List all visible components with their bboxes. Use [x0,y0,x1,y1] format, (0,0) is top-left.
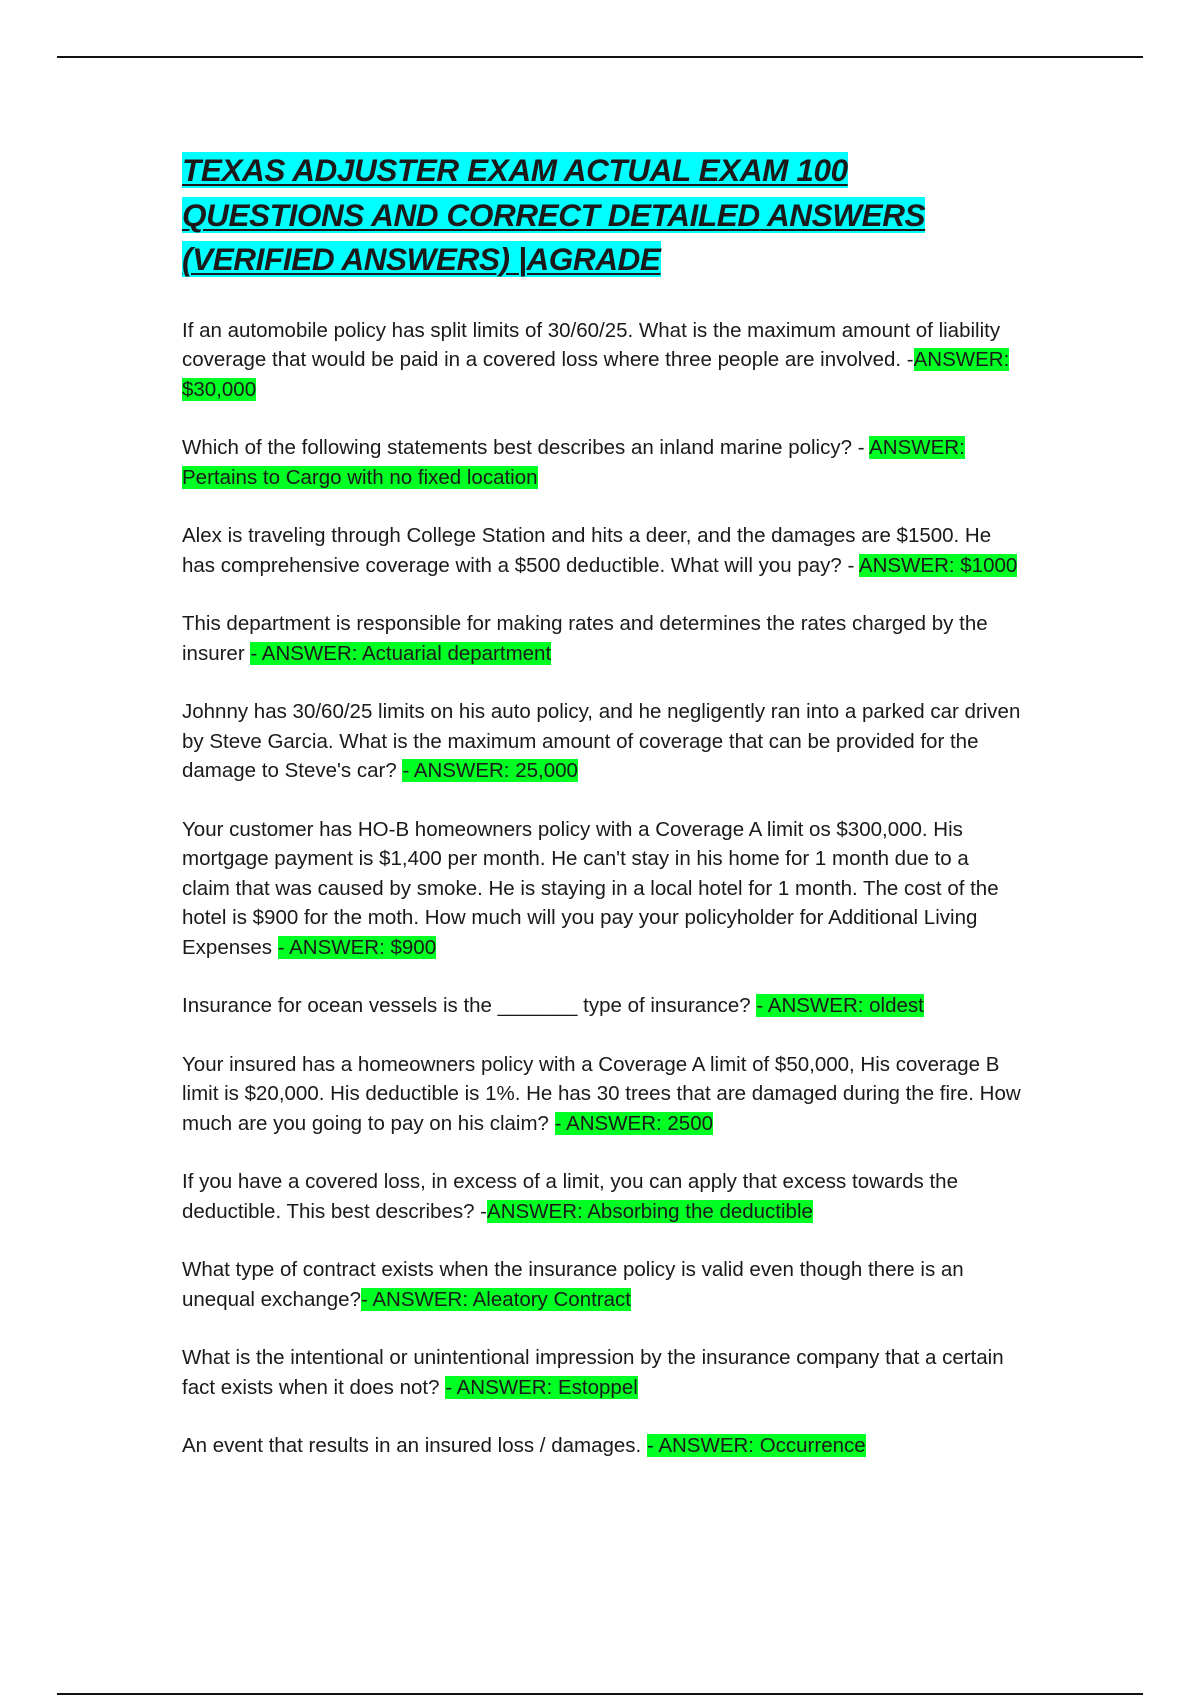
qa-item [182,815,1022,963]
answer-text: ANSWER: Absorbing the deductible [487,1199,813,1223]
qa-item [182,991,1022,1021]
qa-item [182,521,1022,580]
question-text: Alex is traveling through College Station and hits a deer, and the damages are $1500. He has comprehensive coverage with a $500 deductible. What will you pay? - [182,524,992,577]
answer-text: - ANSWER: Aleatory Contract [360,1287,631,1311]
answer-text: ANSWER: Pertains to Cargo with no fixed location [182,436,965,489]
answer-text: ANSWER: $30,000 [182,348,1010,401]
answer-text: - ANSWER: 25,000 [402,759,578,782]
question-text: This department is responsible for making rates and determines the rates charged by the insurer [182,612,988,665]
question-text: Your insured has a homeowners policy with a Coverage A limit of $50,000, His coverage B limit is $20,000. His deductible is 1%. He has 30 trees that are damaged during the fire. How much are you going to pay on his claim? [182,1052,1021,1135]
answer-text: - ANSWER: 2500 [554,1111,714,1135]
question-text: Johnny has 30/60/25 limits on his auto policy, and he negligently ran into a parked car driven by Steve Garcia. What is the maximum amount of coverage that can be provided for the damage to Steve's car? [182,700,1021,782]
qa-item [182,1050,1022,1139]
qa-item [182,1431,1022,1461]
question-text: An event that results in an insured loss / damages. [182,1434,642,1457]
answer-text: - ANSWER: oldest [756,994,924,1017]
qa-item [182,697,1022,786]
qa-item [182,1255,1022,1314]
answer-text: - ANSWER: Estoppel [445,1375,638,1399]
qa-item [182,433,1022,492]
qa-item [182,1167,1022,1226]
answer-text: - ANSWER: Occurrence [646,1434,866,1457]
question-text: If you have a covered loss, in excess of a limit, you can apply that excess towards the deductible. This best describes? - [182,1170,958,1223]
document-title: TEXAS ADJUSTER EXAM ACTUAL EXAM 100 QUESTIONS AND CORRECT DETAILED ANSWERS (VERIFIED ANSWERS) |AGRADE [182,152,926,277]
question-text: Which of the following statements best describes an inland marine policy? - [182,436,865,459]
answer-text: ANSWER: $1000 [858,553,1018,577]
footer-rule [57,1693,1143,1695]
document-body [182,148,1022,1490]
question-text: What type of contract exists when the insurance policy is valid even though there is an unequal exchange? [182,1258,964,1311]
qa-item [182,609,1022,668]
answer-text: - ANSWER: Actuarial department [250,641,552,665]
answer-text: - ANSWER: $900 [277,935,437,959]
question-text: What is the intentional or unintentional impression by the insurance company that a certain fact exists when it does not? [182,1346,1004,1399]
header-rule [57,56,1143,58]
question-text: If an automobile policy has split limits of 30/60/25. What is the maximum amount of liability coverage that would be paid in a covered loss where three people are involved. - [182,318,1001,371]
question-text: Insurance for ocean vessels is the _______ type of insurance? [182,994,751,1017]
qa-item [182,1343,1022,1402]
question-text: Your customer has HO-B homeowners policy with a Coverage A limit os $300,000. His mortgage payment is $1,400 per month. He can't stay in his home for 1 month due to a claim that was caused by smoke. He is staying in a local hotel for 1 month. The cost of the hotel is $900 for the moth. How much will you pay your policyholder for Additional Living Expenses [182,817,999,959]
qa-item [182,316,1022,405]
